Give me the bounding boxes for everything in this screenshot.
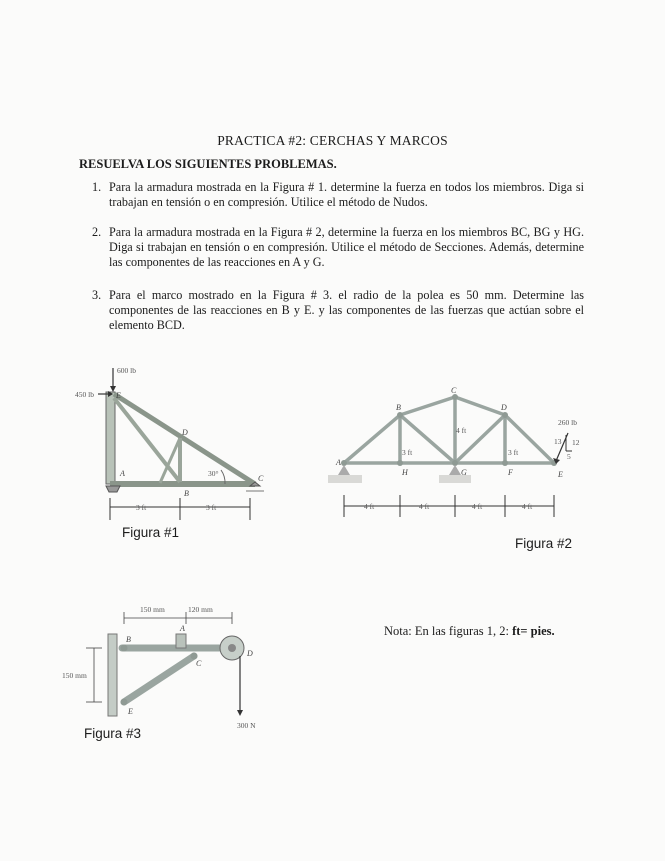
node-e-label: E [116,391,121,400]
problem-number: 1. [92,180,102,194]
slope-13-label: 13 [554,437,562,446]
span-1-label: 4 ft [364,502,375,511]
span-2-label: 4 ft [419,502,430,511]
problem-3 [92,288,584,333]
node-d-label: D [501,403,507,412]
height-4ft-label: 4 ft [456,426,467,435]
node-b-label: B [126,635,131,644]
figure-1-caption: Figura #1 [122,525,180,540]
load-450-label: 450 lb [75,390,94,399]
page-title: PRACTICA #2: CERCHAS Y MARCOS [217,133,448,148]
height-3ft-left-label: 3 ft [402,448,413,457]
note-prefix: Nota: En las figuras 1, 2: [384,624,513,638]
dim-150mm-top: 150 mm [140,605,165,614]
dim-120mm-top: 120 mm [188,605,213,614]
node-a-label: A [180,624,185,633]
dim-150mm-left: 150 mm [62,671,87,680]
figure-1-truss [70,360,275,520]
note-bold: ft= pies. [512,624,555,638]
problem-text: Para el marco mostrado en la Figura # 3. el radio de la polea es 50 mm. Determine las componentes de las reacciones en B y E. y las componentes de las fuerzas que actúan sobre el elemento BCD. [109,288,584,332]
node-b-label: B [396,403,401,412]
node-c-label: C [451,386,457,395]
node-b-label: B [184,489,189,498]
problem-number: 2. [92,225,102,239]
problem-1 [92,180,584,210]
problem-text: Para la armadura mostrada en la Figura # 2, determine la fuerza en los miembros BC, BG y HG. Diga si trabajan en tensión o en compresión. Utilice el método de Secciones. Además, determine las componentes de las reacciones en A y G. [109,225,584,269]
slope-12-label: 12 [572,438,580,447]
dim-3ft-left: 3 ft [136,503,147,512]
node-c-label: C [196,659,202,668]
note [384,624,555,639]
figure-2-caption: Figura #2 [515,536,573,551]
node-a-label: A [336,458,341,467]
figure-3-frame [62,598,267,738]
problem-2 [92,225,584,270]
node-d-label: D [182,428,188,437]
height-3ft-right-label: 3 ft [508,448,519,457]
span-4-label: 4 ft [522,502,533,511]
node-a-label: A [120,469,125,478]
angle-label: 30° [208,469,219,478]
node-h-label: H [402,468,408,477]
section-heading: RESUELVA LOS SIGUIENTES PROBLEMAS. [79,157,337,171]
load-600-label: 600 lb [117,366,136,375]
node-g-label: G [461,468,467,477]
slope-5-label: 5 [567,452,571,461]
load-260-label: 260 lb [558,418,577,427]
node-d-label: D [247,649,253,658]
node-c-label: C [258,474,264,483]
problem-number: 3. [92,288,102,302]
problem-text: Para la armadura mostrada en la Figura # 1. determine la fuerza en todos los miembros. Diga si trabajan en tensión o en compresión. Utilice el método de Nudos. [109,180,584,209]
span-3-label: 4 ft [472,502,483,511]
node-e-label: E [128,707,133,716]
figure-2-truss [322,385,592,525]
dim-3ft-right: 3 ft [206,503,217,512]
load-300n-label: 300 N [237,721,256,730]
figure-3-caption: Figura #3 [84,726,142,741]
node-e-label: E [558,470,563,479]
node-f-label: F [508,468,513,477]
